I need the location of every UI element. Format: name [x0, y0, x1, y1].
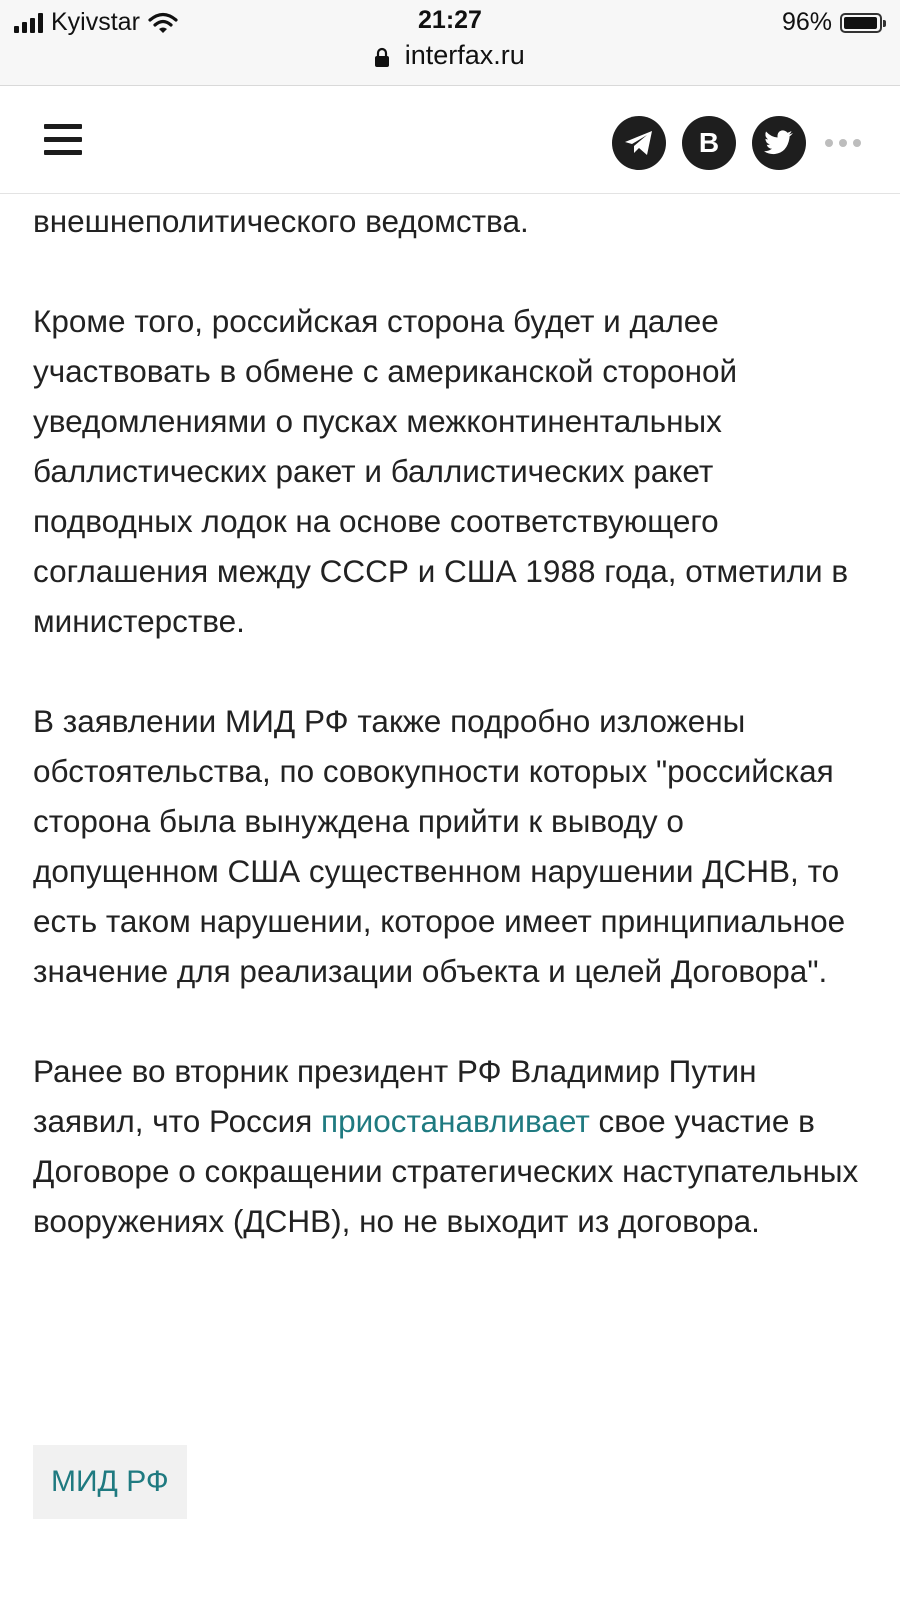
vk-letter: B: [698, 127, 720, 158]
more-dots-icon[interactable]: [825, 139, 861, 147]
battery-level: [844, 17, 877, 29]
url-text: interfax.ru: [404, 40, 525, 70]
twitter-bird-glyph: [763, 129, 795, 157]
carrier-name: Kyivstar: [51, 8, 140, 36]
article-body: [33, 196, 873, 1246]
battery-tip: [883, 20, 886, 27]
hamburger-menu-icon[interactable]: [44, 124, 84, 158]
site-header: [0, 86, 900, 194]
battery-icon: [840, 13, 882, 33]
telegram-plane-glyph: [623, 129, 655, 157]
clock: 21:27: [418, 6, 482, 34]
paragraph-3-text-end: свое участие в Договоре о сокращении стратегических наступательных вооружениях (ДСНВ), но не выходит из договора.: [33, 1103, 859, 1239]
telegram-icon[interactable]: [612, 116, 666, 170]
article-lead-fragment: внешнеполитического ведомства.: [33, 203, 529, 239]
battery-percent: 96%: [781, 8, 832, 36]
twitter-icon[interactable]: [752, 116, 806, 170]
vk-icon[interactable]: [682, 116, 736, 170]
tag-mid-rf[interactable]: МИД РФ: [33, 1445, 187, 1519]
status-right: [782, 8, 882, 37]
article-paragraph-3: [33, 1046, 873, 1246]
article-paragraph-1: Кроме того, российская сторона будет и далее участвовать в обмене с американской стороной уведомлениями о пусках межконтинентальных баллистических ракет и баллистических ракет подводных лодок на основе соответствующего соглашения между СССР и США 1988 года, отметили в министерстве.: [33, 303, 849, 639]
status-bar: [0, 0, 900, 86]
link-suspends[interactable]: приостанавливает: [321, 1103, 590, 1139]
address-bar[interactable]: [0, 40, 900, 71]
paragraph-3-text-start: Ранее во вторник президент РФ Владимир Путин заявил, что Россия: [33, 1053, 757, 1139]
article-paragraph-2: В заявлении МИД РФ также подробно изложены обстоятельства, по совокупности которых "российская сторона была вынуждена прийти к выводу о допущенном США существенном нарушении ДСНВ, то есть таком нарушении, которое имеет принципиальное значение для реализации объекта и целей Договора".: [33, 703, 846, 989]
lock-icon: [375, 47, 389, 67]
